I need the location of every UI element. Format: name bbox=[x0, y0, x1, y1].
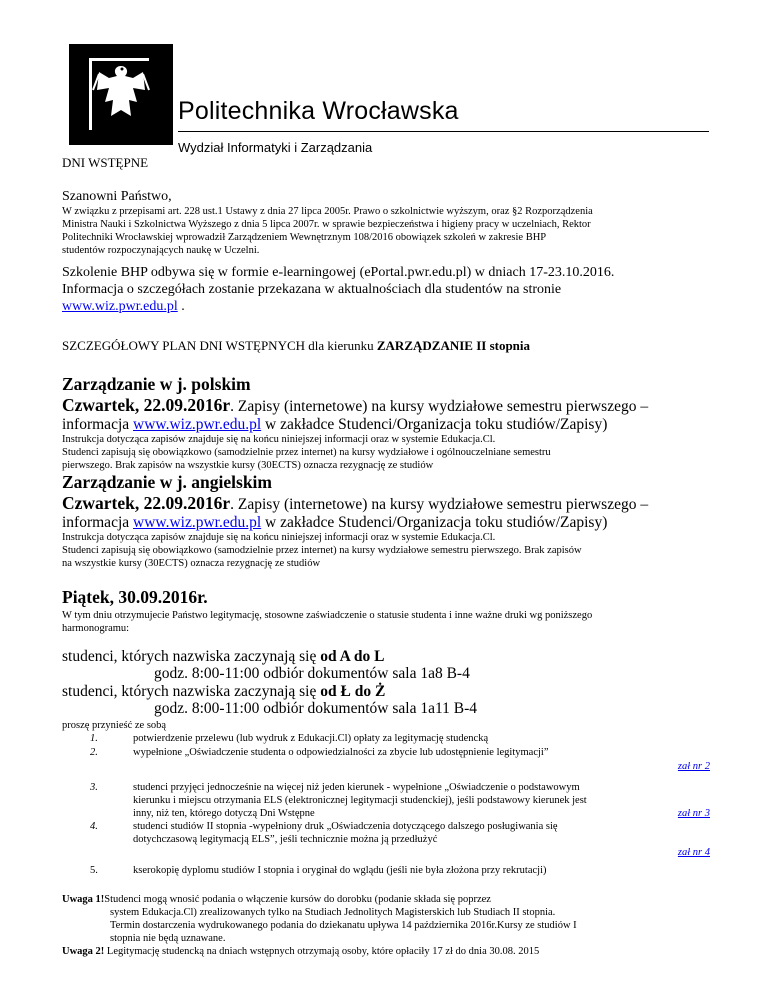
polish-info-link[interactable]: www.wiz.pwr.edu.pl bbox=[133, 416, 262, 433]
list-item: studenci przyjęci jednocześnie na więcej niż jeden kierunek - wypełnione „Oświadczenie o podstawowym bbox=[133, 782, 580, 793]
polish-note-line-3: pierwszego. Brak zapisów na wszystkie kursy (30ECTS) oznacza rezygnację ze studiów bbox=[62, 460, 434, 471]
note-1: Uwaga 1!Studenci mogą wnosić podania o włączenie kursów do dorobku (podanie składa się poprzez bbox=[62, 894, 491, 905]
header-divider bbox=[178, 131, 709, 132]
bring-label: proszę przynieść ze sobą bbox=[62, 720, 167, 731]
group-a-l-line: studenci, których nazwiska zaczynają się od A do L bbox=[62, 648, 385, 665]
english-note-line-3: na wszystkie kursy (30ECTS) oznacza rezygnację ze studiów bbox=[62, 558, 321, 569]
plan-title: SZCZEGÓŁOWY PLAN DNI WSTĘPNYCH dla kierunku ZARZĄDZANIE II stopnia bbox=[62, 338, 531, 353]
eagle-emblem-icon bbox=[69, 44, 173, 145]
attachment-4-link[interactable]: zał nr 4 bbox=[677, 847, 710, 858]
attachment-3-link[interactable]: zał nr 3 bbox=[677, 808, 710, 819]
group-a-l-time: godz. 8:00-11:00 odbiór dokumentów sala 1a8 B-4 bbox=[154, 665, 470, 682]
greeting: Szanowni Państwo, bbox=[62, 189, 172, 204]
english-info-link[interactable]: www.wiz.pwr.edu.pl bbox=[133, 514, 262, 531]
english-section-heading: Zarządzanie w j. angielskim bbox=[62, 472, 272, 492]
group-l-z-time: godz. 8:00-11:00 odbiór dokumentów sala 1a11 B-4 bbox=[154, 700, 478, 717]
list-item-number: 2. bbox=[90, 747, 98, 758]
wiz-website-link[interactable]: www.wiz.pwr.edu.pl bbox=[62, 299, 178, 314]
polish-section-info-line: informacja www.wiz.pwr.edu.pl w zakładce Studenci/Organizacja toku studiów/Zapisy) bbox=[62, 416, 608, 433]
note-2: Uwaga 2! Legitymację studencką na dniach wstępnych otrzymają osoby, które opłaciły 17 zł do dnia 30.08. 2015 bbox=[62, 946, 540, 957]
note-1-label: Uwaga 1! bbox=[62, 894, 105, 905]
friday-heading: Piątek, 30.09.2016r. bbox=[62, 587, 208, 607]
attachment-2-link[interactable]: zał nr 2 bbox=[677, 761, 710, 772]
note-2-label: Uwaga 2! bbox=[62, 946, 105, 957]
list-item: potwierdzenie przelewu (lub wydruk z Edukacji.Cl) opłaty za legitymację studencką bbox=[133, 733, 489, 744]
english-note-line-2: Studenci zapisują się obowiązkowo (samodzielnie przez internet) na kursy wydziałowe semestru pierwszego. Brak zapisów bbox=[62, 545, 582, 556]
list-item-cont: inny, niż ten, którego dotyczą Dni Wstępne bbox=[133, 808, 315, 819]
polish-section-heading: Zarządzanie w j. polskim bbox=[62, 374, 251, 394]
list-item-number: 4. bbox=[90, 821, 98, 832]
list-item-cont: dotychczasową legitymacją ELS”, jeśli technicznie można ją przedłużyć bbox=[133, 834, 438, 845]
list-item-number: 5. bbox=[90, 865, 98, 876]
note-1-line-3: Termin dostarczenia wydrukowanego podania do dziekanatu upływa 14 października 2016r.Kursy ze studiów I bbox=[110, 920, 577, 931]
english-section-date-line: Czwartek, 22.09.2016r. Zapisy (internetowe) na kursy wydziałowe semestru pierwszego – bbox=[62, 493, 649, 513]
bhp-line-3: www.wiz.pwr.edu.pl . bbox=[62, 299, 185, 314]
friday-desc-line-1: W tym dniu otrzymujecie Państwo legitymację, stosowne zaświadczenie o statusie studenta i inne ważne druki wg poniższego bbox=[62, 610, 593, 621]
english-section-info-line: informacja www.wiz.pwr.edu.pl w zakładce Studenci/Organizacja toku studiów/Zapisy) bbox=[62, 514, 608, 531]
legal-intro-line-2: Ministra Nauki i Szkolnictwa Wyższego z dnia 5 lipca 2007r. w sprawie bezpieczeństwa i higieny pracy w uczelniach, Rektor bbox=[62, 219, 591, 230]
list-item: kserokopię dyplomu studiów I stopnia i oryginał do wglądu (jeśli nie była złożona przy rekrutacji) bbox=[133, 865, 547, 876]
note-1-line-4: stopnia nie będą uznawane. bbox=[110, 933, 226, 944]
doc-label: DNI WSTĘPNE bbox=[62, 155, 149, 170]
list-item: studenci studiów II stopnia -wypełniony druk „Oświadczenia dotyczącego dalszego posługiwania się bbox=[133, 821, 558, 832]
polish-note-line-2: Studenci zapisują się obowiązkowo (samodzielnie przez internet) na kursy wydziałowe i ogólnouczelniane semestru bbox=[62, 447, 551, 458]
list-item-number: 3. bbox=[90, 782, 98, 793]
english-note-line-1: Instrukcja dotycząca zapisów znajduje się na końcu niniejszej informacji oraz w systemie Edukacja.Cl. bbox=[62, 532, 496, 543]
list-item-number: 1. bbox=[90, 733, 98, 744]
friday-desc-line-2: harmonogramu: bbox=[62, 623, 130, 634]
org-name: Politechnika Wrocławska bbox=[178, 97, 459, 125]
legal-intro-line-1: W związku z przepisami art. 228 ust.1 Ustawy z dnia 27 lipca 2005r. Prawo o szkolnictwie wyższym, oraz §2 Rozporządzenia bbox=[62, 206, 593, 217]
bhp-line-2: Informacja o szczegółach zostanie przekazana w aktualnościach dla studentów na stronie bbox=[62, 282, 562, 297]
group-l-z-line: studenci, których nazwiska zaczynają się od Ł do Ż bbox=[62, 683, 386, 700]
bhp-line-1: Szkolenie BHP odbywa się w formie e-learningowej (ePortal.pwr.edu.pl) w dniach 17-23.10.2016. bbox=[62, 265, 615, 280]
polish-note-line-1: Instrukcja dotycząca zapisów znajduje się na końcu niniejszej informacji oraz w systemie Edukacja.Cl. bbox=[62, 434, 496, 445]
list-item: wypełnione „Oświadczenie studenta o odpowiedzialności za zbycie lub udostępnienie legitymacji” bbox=[133, 747, 549, 758]
university-logo bbox=[69, 44, 173, 145]
list-item-cont: kierunku i miejscu otrzymania ELS (elektronicznej legitymacji studenckiej), jeśli podstawowy kierunek jest bbox=[133, 795, 587, 806]
legal-intro-line-3: Politechniki Wrocławskiej wprowadził Zarządzeniem Wewnętrznym 108/2016 obowiązek szkoleń w zakresie BHP bbox=[62, 232, 547, 243]
polish-section-date-line: Czwartek, 22.09.2016r. Zapisy (internetowe) na kursy wydziałowe semestru pierwszego – bbox=[62, 395, 649, 415]
legal-intro-line-4: studentów rozpoczynających naukę w Uczelni. bbox=[62, 245, 260, 256]
note-1-line-2: system Edukacja.Cl) zrealizowanych tylko na Studiach Jednolitych Magisterskich lub Studiach II stopnia. bbox=[110, 907, 556, 918]
faculty-name: Wydział Informatyki i Zarządzania bbox=[178, 140, 373, 155]
program-name: ZARZĄDZANIE II stopnia bbox=[376, 338, 531, 353]
